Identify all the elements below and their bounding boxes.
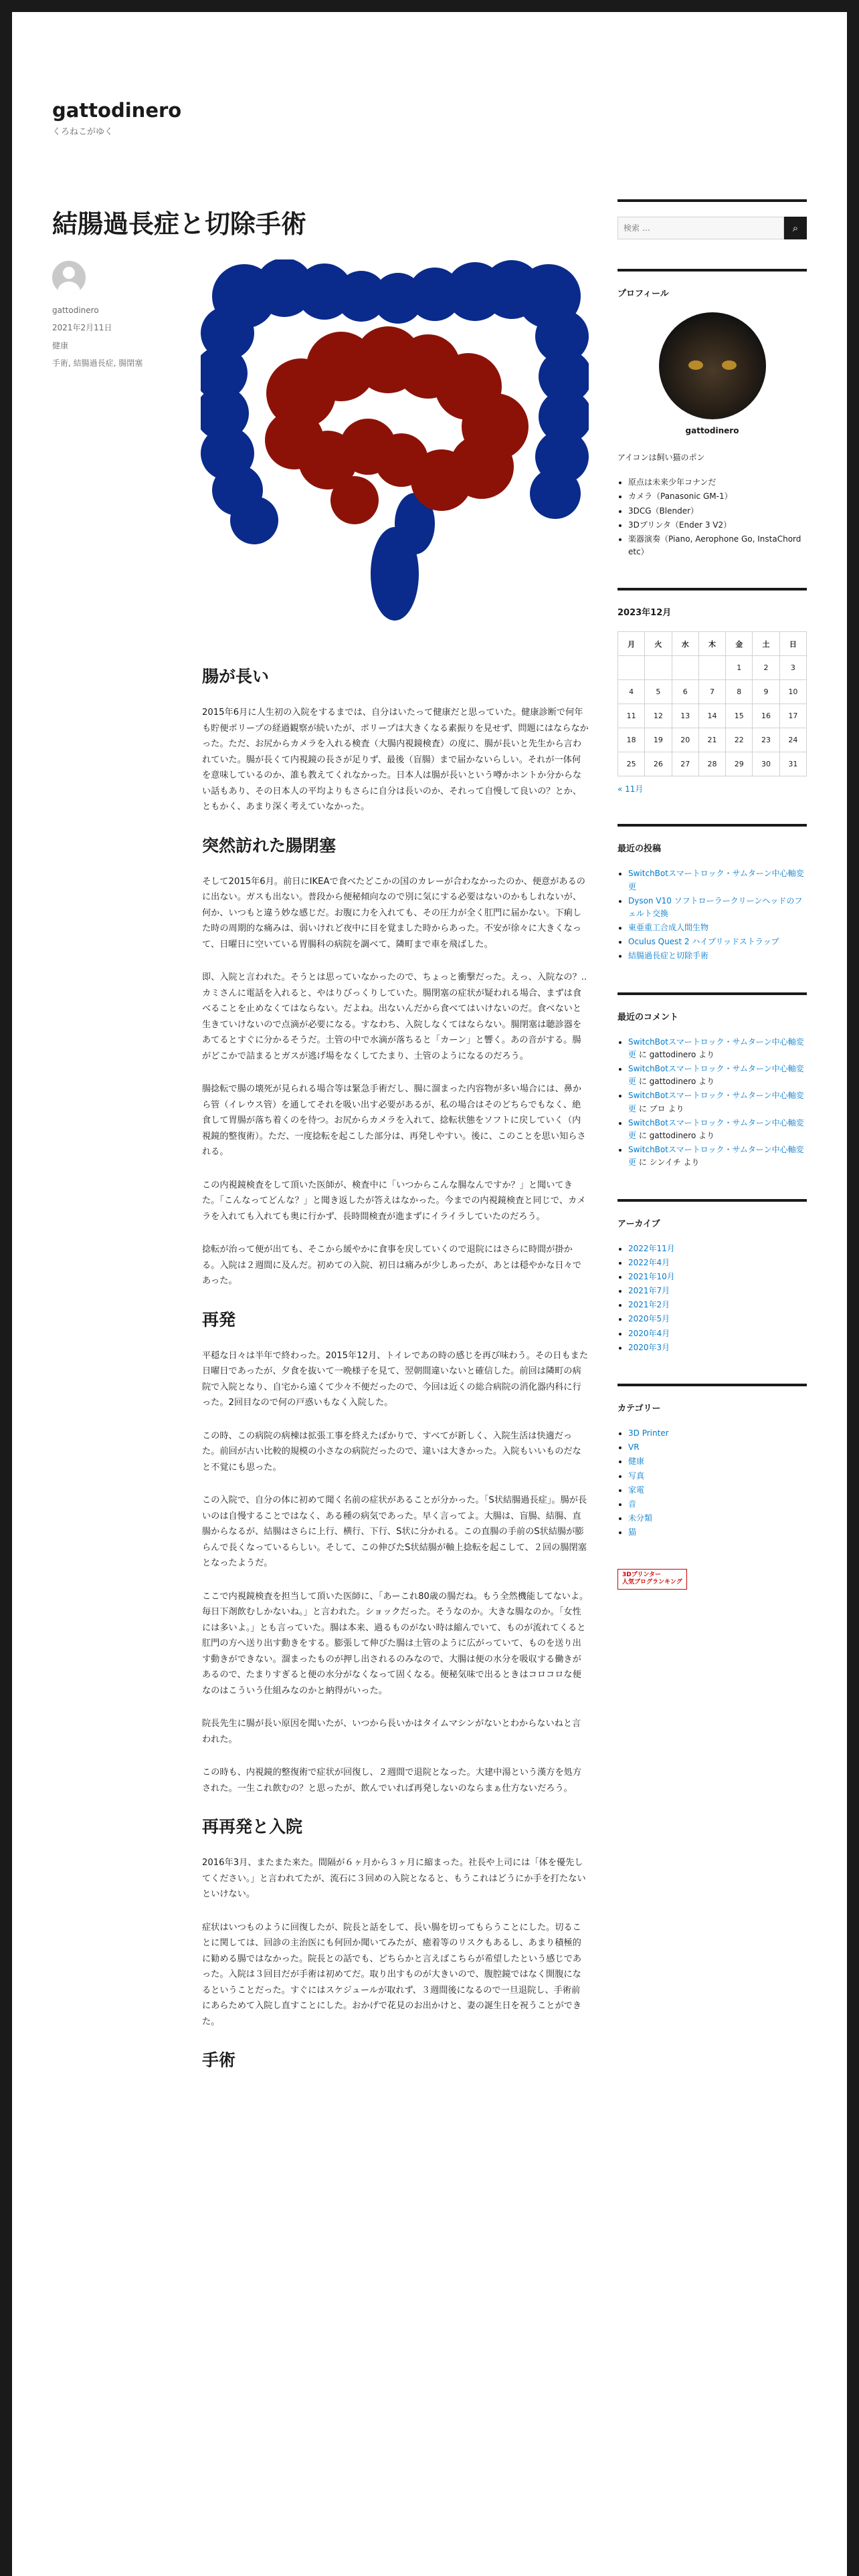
- paragraph: ここで内視鏡検査を担当して頂いた医師に、「あーこれ80歳の腸だね。もう全然機能してないよ。毎日下剤飲むしかないね。」と言われた。ショックだった。そうなのか。大きな腸なのか。「女性には多いよ。」とも言っていた。腸は本来、過るものがない時は縮んでいて、ものが流れてくると肛門の方へ送り出す動きをする。膨張して伸びた腸は土管のように広がっていて、ものを送り出す動きができない。溜まったものが押し出されるのみなので、大腸は便の水分を吸収する働きがあるので、たまりすぎると便の水分がなくなって固くなる。便秘気味で出るときはコロコロな便なのはこういう仕組みなのかと納得がいった。: [202, 1591, 589, 1696]
- calendar-day: 5: [645, 680, 672, 704]
- archive-link[interactable]: 2021年7月: [628, 1286, 670, 1296]
- widget-title: 2023年12月: [617, 608, 672, 619]
- list-item: • 楽器演奏（Piano, Aerophone Go, InstaChord etc）: [628, 533, 807, 558]
- section-2: [202, 833, 589, 1289]
- calendar-day: [698, 656, 725, 680]
- paragraph: この時、この病院の病棟は拡張工事を終えたばかりで、すべてが新しく、入院生活は快適だった。前回が古い比較的規模の小さなの病院だったので、違いは大きかった。入院もいいものだなと不覚にも思った。: [202, 1430, 581, 1473]
- category-link[interactable]: 写真: [628, 1471, 645, 1481]
- calendar-day: 19: [645, 728, 672, 752]
- recent-post-link[interactable]: 東亜重工合成人間生物: [628, 923, 709, 933]
- calendar-day: 29: [726, 752, 753, 776]
- author-avatar: [52, 261, 86, 294]
- calendar-day: 1: [726, 656, 753, 680]
- weekday-header: 木: [698, 632, 725, 656]
- badge-line: 人気ブログランキング: [622, 1579, 682, 1586]
- calendar-day: 16: [753, 704, 779, 728]
- comment-post-link[interactable]: SwitchBotスマートロック・サムターン中心軸変更: [628, 1117, 804, 1140]
- comment-author: に シンイチ より: [636, 1158, 700, 1168]
- section-heading: 突然訪れた腸閉塞: [202, 835, 337, 855]
- recent-post-link[interactable]: SwitchBotスマートロック・サムターン中心軸変更: [628, 869, 804, 891]
- calendar-day: 17: [779, 704, 806, 728]
- entry-content: [202, 663, 589, 2088]
- category-link[interactable]: 猫: [628, 1527, 637, 1537]
- calendar-day: [645, 656, 672, 680]
- widget-title: アーカイブ: [617, 1218, 660, 1229]
- post-date-link[interactable]: 2021年2月11日: [52, 323, 112, 333]
- calendar-day: 14: [698, 704, 725, 728]
- widget-title: カテゴリー: [617, 1404, 661, 1414]
- sigmoid-colon-red: [265, 326, 529, 524]
- calendar-day: 11: [618, 704, 645, 728]
- archive-link[interactable]: 2020年5月: [628, 1314, 670, 1324]
- weekday-header: 金: [726, 632, 753, 656]
- archive-link[interactable]: 2021年10月: [628, 1271, 675, 1281]
- weekday-header: 月: [618, 632, 645, 656]
- widget-title: プロフィール: [617, 289, 669, 299]
- archive-link[interactable]: 2022年4月: [628, 1257, 670, 1267]
- colon-illustration: [201, 259, 589, 641]
- recent-post-link[interactable]: 結腸過長症と切除手術: [628, 951, 709, 961]
- archive-link[interactable]: 2020年3月: [628, 1342, 670, 1352]
- paragraph: そして2015年6月。前日にIKEAで食べたどこかの国のカレーが合わなかったのか、便意があるのに出ない。ガスも出ない。普段から便秘傾向なので別に気にする必要はないのかもしれないが、何か、いつもと違う妙な感じだ。お腹に力を入れても、その圧力が全く肛門に届かない。下痢した時の周期的な痛みは、弱いけれど夜中に目を覚ました時からあった。不安が徐々に大きくなって、日曜日に空いている胃腸科の病院を調べて、隣町まで車を飛ばした。: [202, 876, 585, 950]
- weekday-header: 土: [753, 632, 779, 656]
- weekday-header: 日: [779, 632, 806, 656]
- section-4: [202, 1814, 589, 2030]
- search-icon: ⌕: [792, 222, 799, 234]
- calendar-day: 8: [726, 680, 753, 704]
- paragraph: この時も、内視鏡的整復術で症状が回復し、２週間で退院となった。大建中湯という漢方を処方された。一生これ飲むの？と思ったが、飲んでいれば再発しないのならまぁ仕方ないだろう。: [202, 1767, 582, 1794]
- paragraph: 即、入院と言われた。そうとは思っていなかったので、ちょっと衝撃だった。えっ、入院なの？..カミさんに電話を入れると、やはりびっくりしていた。腸閉塞の症状が疑われる場合、まずは食べることを止めなくてはならない。だよね。出ないんだから食べてはいけないのだ。食べないと生きていけないので点滴が必要になる。すなわち、入院しなくてはならない。腸閉塞は聴診器をあてるとすぐに分かるそうだ。土管の中で水滴が落ちると「カーン」と響く。あの音がする。腸がどこかで詰まるとガスが逃げ場をなくしてたまり、土管のようになるのだろう。: [202, 972, 587, 1061]
- page: [12, 12, 847, 2576]
- recent-post-link[interactable]: Dyson V10 ソフトローラークリーンヘッドのフェルト交換: [628, 895, 803, 918]
- recent-posts-widget: [617, 824, 807, 962]
- calendar-day: 27: [672, 752, 698, 776]
- section-heading: 再発: [202, 1309, 236, 1329]
- comment-author: に ブロ より: [636, 1103, 684, 1113]
- calendar-table: [617, 631, 807, 776]
- category-link[interactable]: VR: [628, 1442, 640, 1453]
- comment-post-link[interactable]: SwitchBotスマートロック・サムターン中心軸変更: [628, 1145, 804, 1168]
- calendar-day: 28: [698, 752, 725, 776]
- list-item: • 3DCG（Blender）: [628, 505, 807, 518]
- category-link[interactable]: 健康: [52, 340, 69, 350]
- author-link[interactable]: gattodinero: [52, 306, 99, 315]
- sidebar: [617, 199, 807, 1590]
- section-heading: 再再発と入院: [202, 1817, 303, 1836]
- section-1: [202, 663, 589, 815]
- list-item: • カメラ（Panasonic GM-1）: [628, 490, 807, 503]
- comment-post-link[interactable]: SwitchBotスマートロック・サムターン中心軸変更: [628, 1037, 804, 1059]
- calendar-day: [618, 656, 645, 680]
- calendar-day: 26: [645, 752, 672, 776]
- profile-list: [617, 476, 807, 558]
- tags-links[interactable]: 手術, 結腸過長症, 腸閉塞: [52, 358, 143, 368]
- badge-line: 3Dプリンター: [622, 1571, 662, 1578]
- paragraph: 平穏な日々は半年で終わった。2015年12月、トイレであの時の感じを再び味わう。その日もまた日曜日であったが、夕食を抜いて一晩様子を見て、翌朝間違いないと確信した。前回は隣町の病院で入院となり、自宅から遠くて少々不便だったので、今回は近くの総合病院の消化器内科に行った。2回目なので何の戸惑いもなく入院した。: [202, 1350, 589, 1408]
- section-5: [202, 2047, 589, 2071]
- calendar-day: 4: [618, 680, 645, 704]
- comment-author: に gattodinero より: [636, 1130, 715, 1140]
- recent-comments-widget: [617, 992, 807, 1170]
- calendar-day: 20: [672, 728, 698, 752]
- profile-avatar: [659, 312, 766, 419]
- category-link[interactable]: 家電: [628, 1485, 645, 1495]
- cat-eye-icon: [688, 360, 703, 370]
- category-link[interactable]: 未分類: [628, 1513, 653, 1523]
- profile-bio: アイコンは飼い猫のポン: [617, 453, 705, 462]
- archive-link[interactable]: 2022年11月: [628, 1243, 675, 1253]
- comment-author: に gattodinero より: [636, 1077, 715, 1087]
- paragraph: 腸捻転で腸の壊死が見られる場合等は緊急手術だし、腸に溜まった内容物が多い場合には、鼻から管（イレウス管）を通してそれを吸い出す必要があるが、私の場合はそのどちらでもなく、絶食して胃腸が落ち着くのを待つ。お尻からカメラを入れて、捻転状態をソフトに戻していく（内視鏡的整復術）。ただ、一度捻転を起こした部分は、再発しやすい。後に、このことを思い知らされる。: [202, 1084, 586, 1157]
- paragraph: 院長先生に腸が長い原因を聞いたが、いつから長いかはタイムマシンがないとわからないねと言われた。: [202, 1719, 581, 1745]
- widget-title: 最近の投稿: [617, 844, 662, 855]
- category-link[interactable]: 3D Printer: [628, 1428, 669, 1438]
- calendar-day: [672, 656, 698, 680]
- site-title[interactable]: gattodinero: [52, 99, 182, 122]
- recent-post-link[interactable]: Oculus Quest 2 ハイブリッドストラップ: [628, 937, 779, 947]
- archive-link[interactable]: 2021年2月: [628, 1300, 670, 1310]
- search-button[interactable]: [784, 217, 807, 239]
- entry-title: 結腸過長症と切除手術: [52, 209, 307, 239]
- calendar-day: 9: [753, 680, 779, 704]
- cat-eye-icon: [722, 360, 737, 370]
- widget-title: 最近のコメント: [617, 1012, 679, 1023]
- calendar-day: 2: [753, 656, 779, 680]
- section-3: [202, 1307, 589, 1797]
- comment-post-link[interactable]: SwitchBotスマートロック・サムターン中心軸変更: [628, 1091, 804, 1113]
- list-item: • 3Dプリンタ（Ender 3 V2）: [628, 519, 807, 532]
- list-item: • 原点は未来少年コナンだ: [628, 476, 807, 489]
- calendar-day: 23: [753, 728, 779, 752]
- comment-post-link[interactable]: SwitchBotスマートロック・サムターン中心軸変更: [628, 1064, 804, 1087]
- calendar-day: 22: [726, 728, 753, 752]
- calendar-prev-link[interactable]: « 11月: [617, 784, 644, 794]
- calendar-day: 31: [779, 752, 806, 776]
- calendar-day: 10: [779, 680, 806, 704]
- comment-author: に gattodinero より: [636, 1049, 715, 1059]
- section-heading: 腸が長い: [202, 667, 270, 686]
- profile-name: gattodinero: [685, 426, 739, 435]
- calendar-widget: [617, 588, 807, 794]
- paragraph: この入院で、自分の体に初めて聞く名前の症状があることが分かった。「S状結腸過長症」。腸が長いのは自慢することではなく、ある種の病気であった。早く言ってよ。大腸は、盲腸、結腸、直腸からなるが、結腸はさらに上行、横行、下行、S状に分かれる。この直腸の手前のS状結腸が膨らんで長くなっているらしい。そして、この伸びたS状結腸が軸上捻転を起こして、２回の腸閉塞となったようだ。: [202, 1495, 587, 1568]
- category-link[interactable]: 音: [628, 1499, 637, 1509]
- entry-meta: [52, 261, 186, 374]
- calendar-day: 15: [726, 704, 753, 728]
- paragraph: 2015年6月に人生初の入院をするまでは、自分はいたって健康だと思っていた。健康診断で何年も貯便ポリープの経過観察が続いたが、ポリープは大きくなる素振りを見せず、問題にはならなかった。ただ、お尻からカメラを入れる検査（大腸内視鏡検査）の度に、腸が長いと先生から言われていた。腸が長くて内視鏡の長さが足りず、最後（盲腸）まで届かないらしい。それが一体何を意味しているのか、誰も教えてくれなかった。日本人は腸が長いという噂かホントか分からない話もあり、その日本人の平均よりもさらに自分は長いのか、それって自慢して良いの？とか、ともかく、あまり深く考えていなかった。: [202, 708, 589, 812]
- archives-widget: [617, 1199, 807, 1355]
- section-heading: 手術: [202, 2050, 236, 2070]
- calendar-day: 18: [618, 728, 645, 752]
- calendar-day: 3: [779, 656, 806, 680]
- calendar-day: 30: [753, 752, 779, 776]
- search-widget: [617, 199, 807, 239]
- calendar-day: 12: [645, 704, 672, 728]
- calendar-day: 24: [779, 728, 806, 752]
- calendar-day: 7: [698, 680, 725, 704]
- calendar-day: 13: [672, 704, 698, 728]
- category-link[interactable]: 健康: [628, 1457, 645, 1467]
- blog-ranking-badge[interactable]: [617, 1569, 687, 1590]
- paragraph: 2016年3月、またまた来た。間隔が６ヶ月から３ヶ月に縮まった。社長や上司には「体を優先してください。」と言われてたが、流石に３回めの入院となると、もうこれはどうにか手を打たないといけない。: [202, 1858, 586, 1899]
- weekday-header: 火: [645, 632, 672, 656]
- calendar-day: 6: [672, 680, 698, 704]
- calendar-day: 25: [618, 752, 645, 776]
- site-description: くろねこがゆく: [52, 127, 114, 137]
- categories-widget: [617, 1384, 807, 1539]
- calendar-day: 21: [698, 728, 725, 752]
- paragraph: この内視鏡検査をして頂いた医師が、検査中に「いつからこんな腸なんですか？」と聞いてきた。「こんなってどんな？」と聞き返したが答えはなかった。今までの内視鏡検査と同じで、カメラを入れても入れても奥に行かず、長時間検査が進まずにイライラしていたのだろう。: [202, 1180, 586, 1222]
- weekday-header: 水: [672, 632, 698, 656]
- paragraph: 捻転が治って便が出ても、そこから緩やかに食事を戻していくので退院にはさらに時間が掛かる。入院は２週間に及んだ。初めての入院、初日は痛みが少しあったが、あとは穏やかな日々であった。: [202, 1245, 581, 1286]
- search-input[interactable]: [617, 217, 784, 239]
- archive-link[interactable]: 2020年4月: [628, 1328, 670, 1338]
- paragraph: 症状はいつものように回復したが、院長と話をして、長い腸を切ってもらうことにした。切ることに関しては、回診の主治医にも何回か聞いてみたが、癒着等のリスクもあるし、あまり積極的に勧める腸ではなかった。院長との話でも、どちらかと言えばこちらが希望したという感じであった。入院は３回目だが手術は初めてだ。取り出すものが大きいので、腹腔鏡ではなく開腹になるということだった。すぐにはスケジュールが取れず、３週間後になるので一旦退院し、手術前にあらためて入院し直すことにした。おかげで花見のお出かけと、妻の誕生日を祝うことができた。: [202, 1922, 582, 2027]
- profile-widget: [617, 269, 807, 558]
